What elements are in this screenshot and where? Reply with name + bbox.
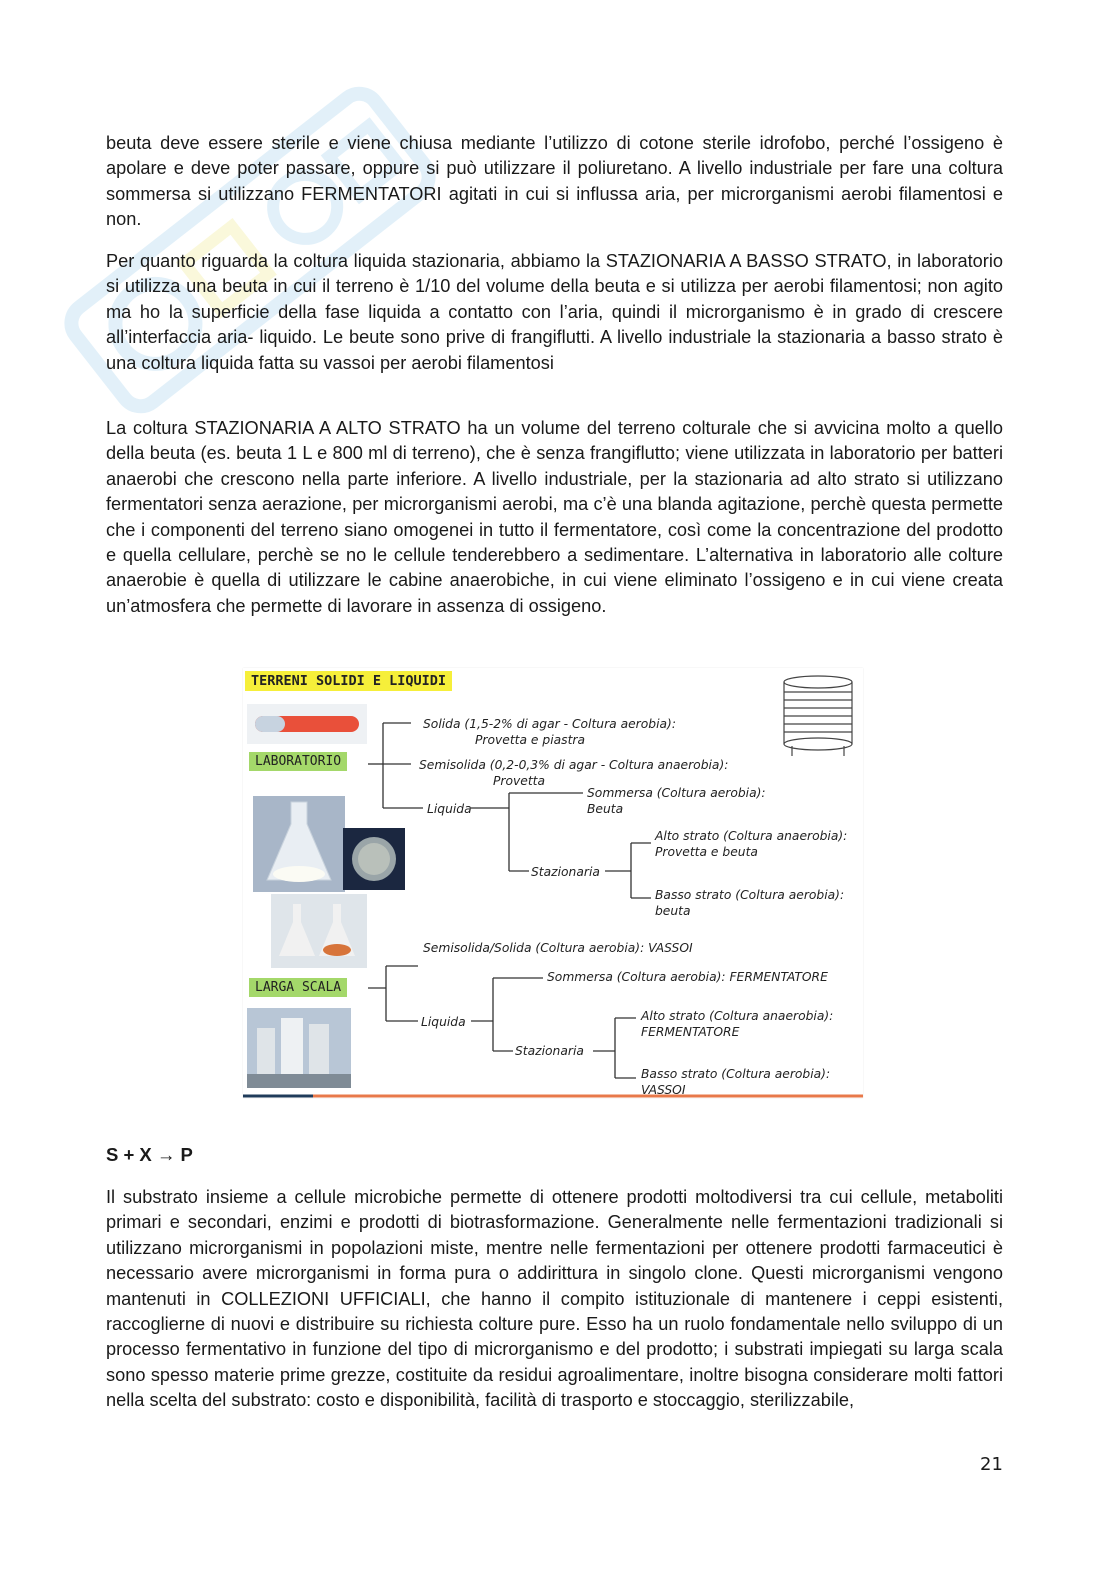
large-alto-node — [641, 1008, 833, 1040]
laboratory-label: LABORATORIO — [249, 752, 347, 771]
lab-alto-node — [655, 828, 847, 860]
node-title: Solida (1,5-2% di agar - Coltura aerobia): — [423, 717, 676, 731]
petri-dish-photo — [343, 828, 405, 890]
large-liquida-node — [421, 1014, 466, 1030]
node-sub: Provetta e beuta — [655, 845, 758, 859]
node-sub: Provetta e piastra — [475, 733, 585, 747]
lab-solida-node — [423, 716, 676, 748]
tray-fermenter-drawing — [778, 674, 858, 758]
large-scale-label: LARGA SCALA — [249, 978, 347, 997]
node-title: Liquida — [421, 1015, 466, 1029]
lab-sommersa-node — [587, 785, 766, 817]
paragraph-text: beuta deve essere sterile e viene chiusa mediante l’utilizzo di cotone sterile idrofobo, perché l’ossigeno è apolare e deve poter passare, oppure si può utilizzare il poliuretano. A livello industriale per fare una coltura sommersa si utilizzano FERMENTATORI agitati in cui si influssa aria, per microrganismi aerobi filamentosi e non. — [106, 133, 1003, 230]
lab-liquida-node — [427, 801, 472, 817]
flasks-photo — [271, 894, 367, 968]
node-sub: FERMENTATORE — [641, 1025, 740, 1039]
node-title: Semisolida/Solida (Coltura aerobia): VASSOI — [423, 941, 693, 955]
node-sub: Beuta — [587, 802, 624, 816]
node-title: Stazionaria — [515, 1044, 584, 1058]
node-title: Stazionaria — [531, 865, 600, 879]
paragraph-text: Il substrato insieme a cellule microbiche permette di ottenere prodotti moltodiversi tra cui cellule, metaboliti primari e secondari, enzimi e prodotti di biotrasformazione. Generalmente nelle fermentazioni tradizionali si utilizzano microrganismi in popolazioni miste, mentre nelle fermentazioni per ottenere prodotti farmaceutici è necessario avere microrganismi in forma pura o addirittura in singolo clone. Questi microrganismi vengono mantenuti in COLLEZIONI UFFICIALI, che hanno il compito istituzionale di mantenere i ceppi esistenti, raccoglierne di nuovi e distribuire su richiesta colture pure. Esso ha un ruolo fondamentale nello sviluppo di un processo fermentativo in funzione del tipo di microrganismo e del prodotto; i substrati impiegati su larga scala sono spesso materie prime grezze, costituite da residui agroalimentare, inoltre bisogna considerare molti fattori nella scelta del substrato: costo e disponibilità, facilità di trasporto e stoccaggio, sterilizzabile, — [106, 1187, 1003, 1411]
paragraph-text: La coltura STAZIONARIA A ALTO STRATO ha un volume del terreno colturale che si avvicina molto a quello della beuta (es. beuta 1 L e 800 ml di terreno), che è senza frangiflutto; viene utilizzata in laboratorio per batteri anaerobi che crescono nella parte inferiore. A livello industriale, per la stazionaria ad alto strato si utilizzano fermentatori senza aerazione, per microrganismi aerobi, ma c’è una blanda agitazione, perchè questa permette che i componenti del terreno siano omogenei in tutto il fermentatore, così come la concentrazione del prodotto e quella cellulare, perchè se no le cellule tenderebbero a sedimentare. L’alternativa in laboratorio alle colture anaerobie è quella di utilizzare le cabine anaerobiche, in cui viene eliminato l’ossigeno e in cui viene creata un’atmosfera che permette di lavorare in assenza di ossigeno. — [106, 418, 1003, 616]
large-sommersa-node — [547, 969, 828, 985]
paragraph-text: Per quanto riguarda la coltura liquida stazionaria, abbiamo la STAZIONARIA A BASSO STRATO, in laboratorio si utilizza una beuta in cui il terreno è 1/10 del volume della beuta e si utilizza per aerobi filamentosi; non agito ma ho la superficie della fase liquida a contatto con l’aria, quindi il microrganismo è in grado di crescere all’interfaccia aria- liquido. Le beute sono prive di frangiflutti. A livello industriale la stazionaria a basso strato è una coltura liquida fatta su vassoi per aerobi filamentosi — [106, 251, 1003, 373]
large-basso-node — [641, 1066, 830, 1098]
fermenters-photo — [247, 1008, 351, 1088]
section-heading: S + X → P — [106, 1144, 193, 1165]
node-title: Basso strato (Coltura aerobia): — [641, 1067, 831, 1081]
page-number: 21 — [980, 1454, 1003, 1475]
lab-basso-node — [655, 887, 844, 919]
node-title: Sommersa (Coltura aerobia): FERMENTATORE — [547, 970, 828, 984]
culture-media-figure — [243, 668, 863, 1098]
paragraph-1 — [106, 131, 1003, 233]
figure-title: TERRENI SOLIDI E LIQUIDI — [245, 671, 452, 691]
large-stazionaria-node — [515, 1043, 584, 1059]
node-title: Sommersa (Coltura aerobia): — [587, 786, 766, 800]
paragraph-2 — [106, 249, 1003, 376]
node-sub: beuta — [655, 904, 691, 918]
node-title: Alto strato (Coltura anaerobia): — [641, 1009, 834, 1023]
flask-photo — [253, 796, 345, 892]
paragraph-4 — [106, 1185, 1003, 1414]
paragraph-3 — [106, 416, 1003, 619]
node-title: Alto strato (Coltura anaerobia): — [655, 829, 848, 843]
node-sub: Provetta — [493, 774, 546, 788]
node-title: Semisolida (0,2-0,3% di agar - Coltura anaerobia): — [419, 758, 729, 772]
large-semisolida-node — [423, 940, 693, 956]
node-title: Liquida — [427, 802, 472, 816]
lab-stazionaria-node — [531, 864, 600, 880]
node-sub: VASSOI — [641, 1083, 686, 1097]
node-title: Basso strato (Coltura aerobia): — [655, 888, 845, 902]
test-tube-photo — [247, 704, 367, 744]
